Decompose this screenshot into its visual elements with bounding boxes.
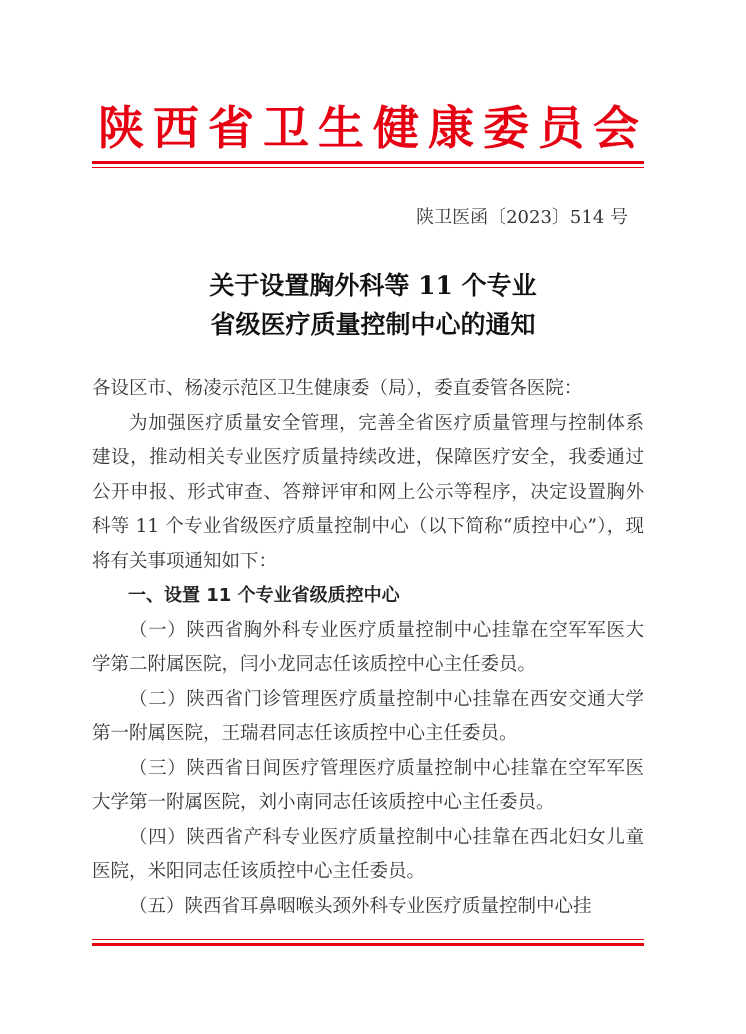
list-item: （一）陕西省胸外科专业医疗质量控制中心挂靠在空军军医大学第二附属医院，闫小龙同志任该质控中心主任委员。 <box>92 619 644 675</box>
salutation: 各设区市、杨凌示范区卫生健康委（局），委直委管各医院： <box>92 378 583 399</box>
list-item: （五）陕西省耳鼻咽喉头颈外科专业医疗质量控制中心挂 <box>129 895 592 917</box>
header-red-rule-thin <box>92 167 644 168</box>
document-body <box>92 372 644 924</box>
document-title-line-1: 关于设置胸外科等 11 个专业 <box>209 271 537 300</box>
header-red-rule-thick <box>92 161 644 164</box>
footer-red-rule-thick <box>92 943 644 946</box>
list-item: （四）陕西省产科专业医疗质量控制中心挂靠在西北妇女儿童医院，米阳同志任该质控中心主任委员。 <box>92 826 644 882</box>
section-heading: 一、设置 11 个专业省级质控中心 <box>128 585 400 606</box>
list-item: （二）陕西省门诊管理医疗质量控制中心挂靠在西安交通大学第一附属医院，王瑞君同志任该质控中心主任委员。 <box>92 688 644 744</box>
document-title-line-2: 省级医疗质量控制中心的通知 <box>210 310 536 339</box>
org-name-header: 陕西省卫生健康委员会 <box>98 101 648 155</box>
list-item: （三）陕西省日间医疗管理医疗质量控制中心挂靠在空军军医大学第一附属医院，刘小南同志任该质控中心主任委员。 <box>92 757 644 813</box>
document-number: 陕卫医函〔2023〕514 号 <box>416 207 628 228</box>
intro-paragraph: 为加强医疗质量安全管理，完善全省医疗质量管理与控制体系建设，推动相关专业医疗质量持续改进，保障医疗安全，我委通过公开申报、形式审查、答辩评审和网上公示等程序，决定设置胸外科等 11 个专业省级医疗质量控制中心（以下简称“质控中心”），现将有关事项通知如下： <box>92 412 644 572</box>
footer-red-rule-thin <box>92 939 644 940</box>
